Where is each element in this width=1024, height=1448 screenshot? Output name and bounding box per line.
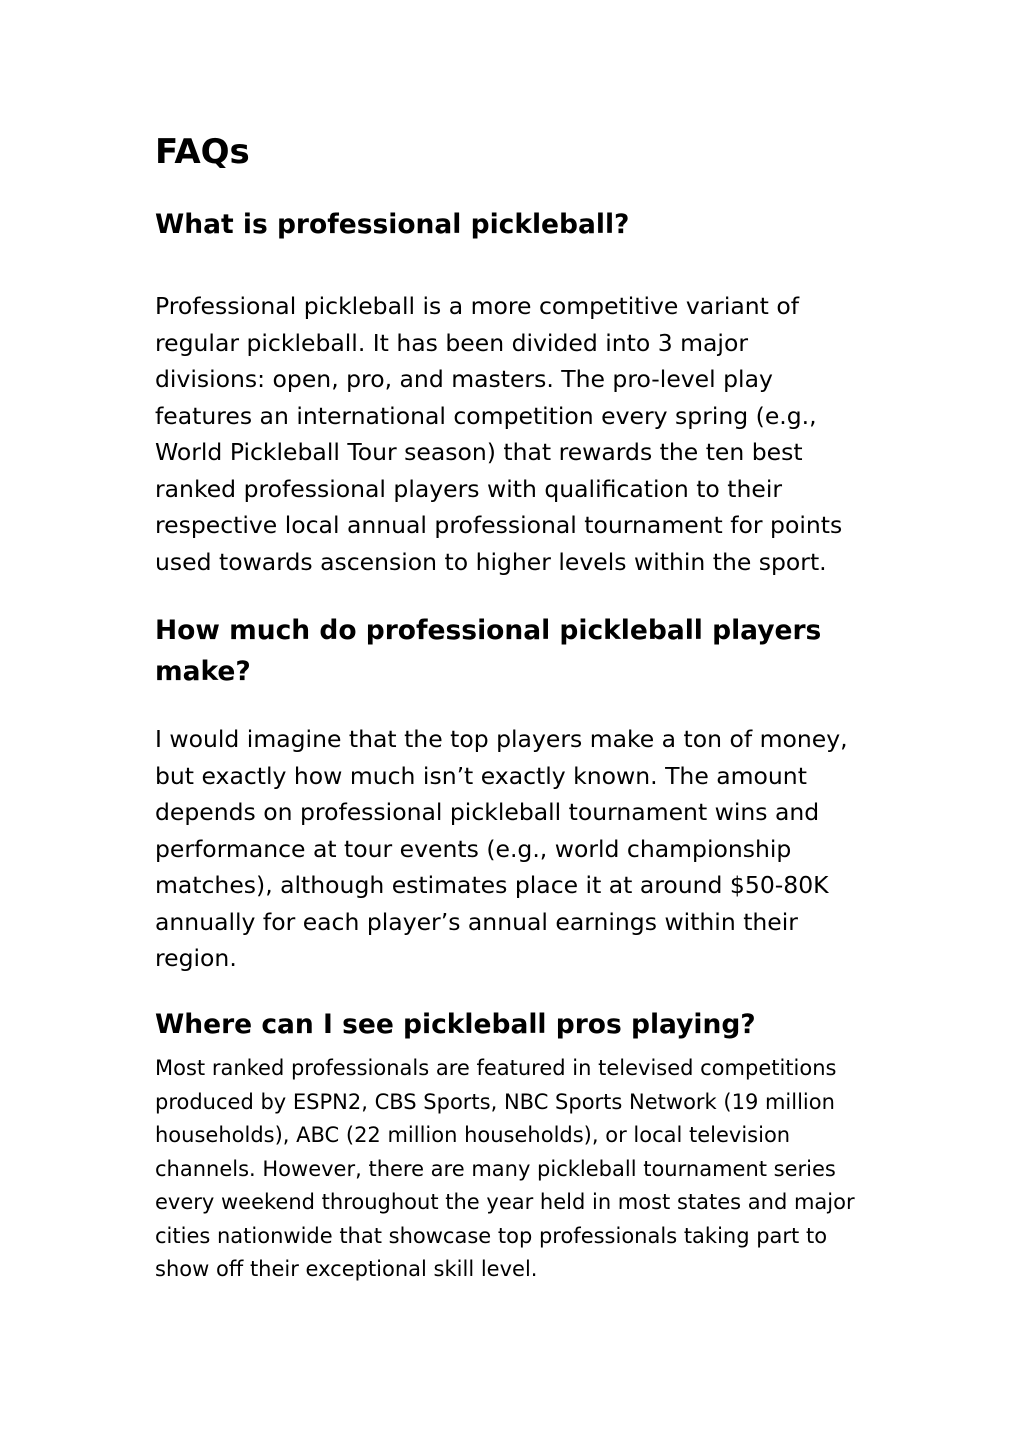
faq-answer-3: Most ranked professionals are featured in televised competitions produced by ESPN2, CBS Sports, NBC Sports Network (19 million households), ABC (22 million households), or local television channels. However, there are many pickleball tournament series every weekend throughout the year held in most states and major cities nationwide that showcase top professionals taking part to show off their exceptional skill level. bbox=[155, 1056, 855, 1281]
page-title: FAQs bbox=[155, 132, 250, 172]
faq-question-1: What is professional pickleball? bbox=[155, 209, 630, 240]
faq-answer-1: Professional pickleball is a more competitive variant of regular pickleball. It has been divided into 3 major divisions: open, pro, and masters. The pro-level play features an international competition every spring (e.g., World Pickleball Tour season) that rewards the ten best ranked professional players with qualification to their respective local annual professional tournament for points used towards ascension to higher levels within the sport. bbox=[155, 292, 843, 576]
faq-question-3: Where can I see pickleball pros playing? bbox=[155, 1009, 756, 1040]
faq-answer-2: I would imagine that the top players make a ton of money, but exactly how much isn’t exactly known. The amount depends on professional pickleball tournament wins and performance at tour events (e.g., world championship matches), although estimates place it at around $50-80K annually for each player’s annual earnings within their region. bbox=[155, 725, 848, 972]
faq-question-2: How much do professional pickleball players make? bbox=[155, 615, 822, 687]
